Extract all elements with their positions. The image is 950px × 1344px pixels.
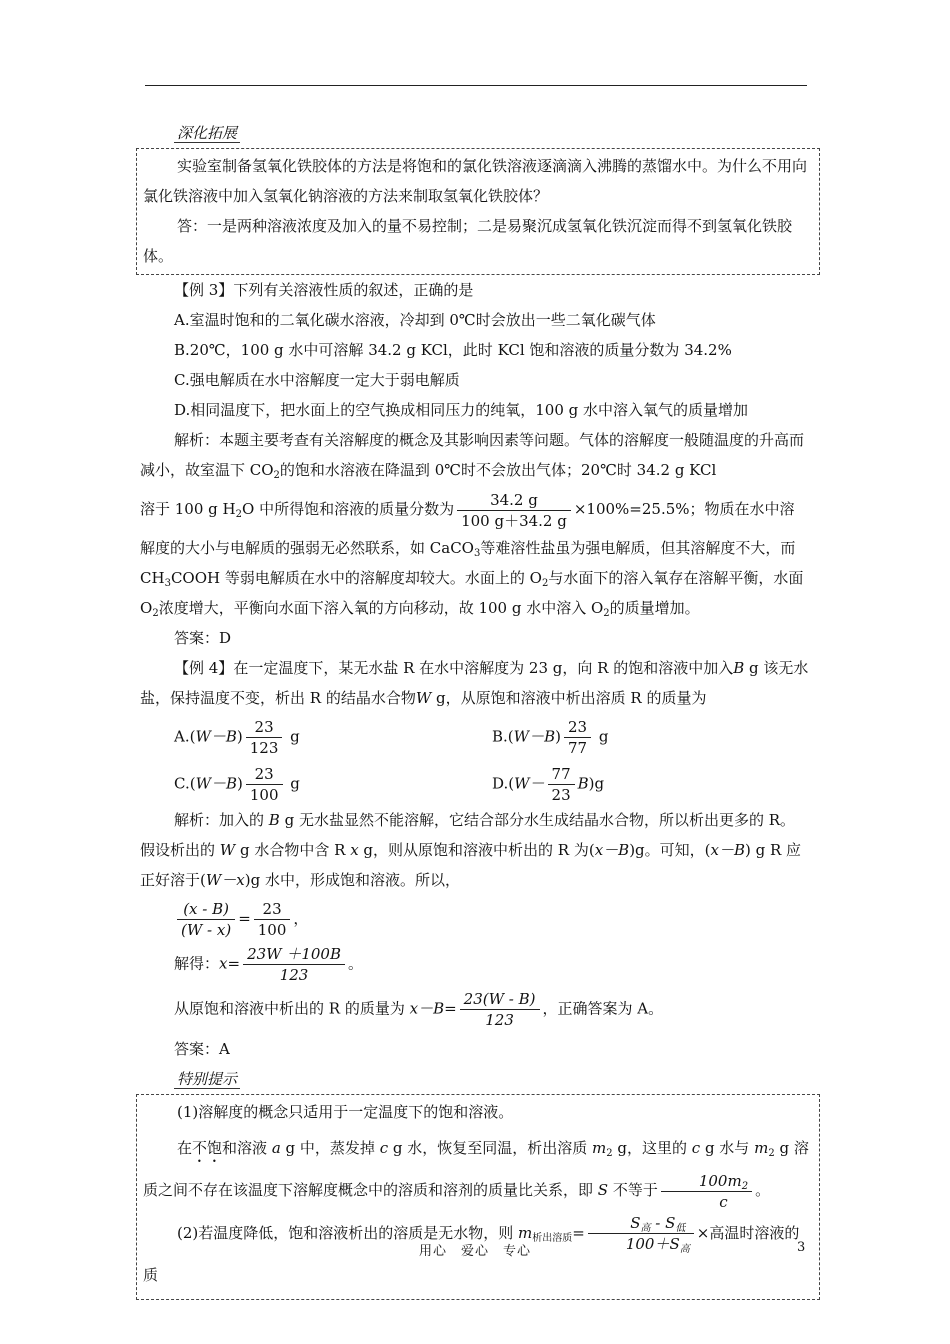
example3-analysis-2	[140, 485, 810, 533]
text-run: S	[630, 1214, 641, 1232]
var-m: m	[754, 1139, 769, 1157]
fraction	[548, 764, 575, 805]
var-w: W	[415, 689, 432, 707]
text-run: 不等于	[608, 1181, 658, 1199]
subscript: 2	[152, 608, 159, 619]
example4-option-a	[174, 717, 492, 758]
fraction-numerator: 77	[548, 764, 575, 785]
subscript: 2	[768, 1148, 775, 1159]
example3-option-c: C.强电解质在水中溶解度一定大于弱电解质	[174, 371, 460, 389]
text-run: 溶于 100 g H	[140, 500, 236, 518]
var-b: B	[268, 811, 280, 829]
text-run: D.(	[492, 774, 515, 793]
text-run: g，则从原饱和溶液中析出的 R 为(	[358, 841, 595, 859]
text-run: ×高温时溶液的质	[143, 1223, 800, 1284]
subscript: 2	[273, 470, 280, 481]
var-b: B	[577, 774, 589, 793]
text-run: A.(	[174, 727, 196, 746]
text-run: g 该无水盐，保持温度不变，析出 R 的结晶水合物	[140, 659, 809, 707]
text-run: COOH 等弱电解质在水中的溶解度却较大。水面上的 O	[170, 569, 542, 587]
fraction-numerator: (x - B)	[177, 899, 235, 920]
unit: g	[285, 774, 300, 793]
fraction-numerator	[588, 1213, 694, 1234]
example3-label: 【例 3】	[174, 281, 234, 299]
var-c: c	[691, 1139, 701, 1157]
text-run: =	[238, 909, 251, 928]
fraction-denominator: 100	[249, 786, 279, 804]
fraction-denominator: 23	[551, 786, 571, 804]
text-run: 的饱和水溶液在降温到 0℃时不会放出气体；20℃时 34.2 g KCl	[279, 461, 717, 479]
example4-answer: 答案：A	[174, 1040, 230, 1058]
text-run: O 中所得饱和溶液的质量分数为	[242, 500, 455, 518]
text-run: =	[444, 999, 457, 1018]
text-run: 的质量增加。	[609, 599, 700, 617]
var-m: m	[518, 1223, 533, 1242]
var-c: c	[379, 1139, 389, 1157]
text-run: )	[555, 727, 561, 746]
fraction-denominator: (W - x)	[181, 921, 232, 939]
tips-box	[136, 1094, 820, 1300]
subscript: 高	[640, 1223, 651, 1234]
fraction-numerator: 23	[564, 717, 591, 738]
unit: g	[285, 727, 300, 746]
deepen-box	[136, 148, 820, 275]
text-run: g 水，恢复至同温，析出溶质	[388, 1139, 593, 1157]
expr: x－B	[594, 841, 630, 859]
fraction	[246, 764, 283, 805]
emphasis-text: 不饱	[192, 1139, 223, 1157]
var-b: B	[733, 659, 745, 677]
example3-question	[140, 275, 810, 305]
expr: x－B	[409, 999, 445, 1018]
var-m: m	[592, 1139, 607, 1157]
page-number: 3	[797, 1240, 806, 1255]
example4-option-d: D.(W－ $\frac{77}{23}$ B)g	[492, 765, 605, 804]
fraction-denominator: 77	[567, 739, 588, 757]
subscript: 析出溶质	[532, 1232, 573, 1244]
subscript: 3	[164, 578, 171, 589]
subscript: 3	[473, 548, 481, 559]
text-run: g 水合物中含 R	[235, 841, 351, 859]
ratio-equation	[140, 899, 810, 940]
fraction-denominator: 100 g＋34.2 g	[461, 511, 567, 530]
text-run: 100m	[698, 1171, 742, 1190]
subscript: 低	[675, 1223, 686, 1234]
text-run: g 中，蒸发掉	[280, 1139, 380, 1157]
example3-option-d: D.相同温度下，把水面上的空气换成相同压力的纯氧，100 g 水中溶入氧气的质量增加	[174, 401, 749, 419]
text-run: 在	[177, 1139, 193, 1157]
text-run: 与水面下的溶入氧存在溶解平衡，水面 O	[140, 569, 804, 617]
fraction	[460, 989, 540, 1030]
fraction	[243, 944, 345, 985]
final-equation	[140, 989, 810, 1030]
fraction-denominator: 100	[257, 921, 287, 939]
fraction	[254, 899, 291, 940]
expr: W－	[514, 774, 545, 793]
text-run: =	[572, 1223, 585, 1242]
fraction-numerator: 23	[254, 899, 291, 920]
fraction	[564, 717, 591, 758]
expr: W－B	[513, 727, 556, 746]
fraction-numerator	[661, 1171, 752, 1192]
text-run: 等难溶性盐虽为强电解质，但其溶解度不大，而 CH	[140, 539, 796, 587]
fraction	[177, 899, 235, 940]
var-x: x	[350, 841, 359, 859]
expr: W－x	[205, 871, 245, 889]
text-run: 解度的大小与电解质的强弱无必然联系，如 CaCO	[140, 539, 474, 557]
text-run: 解得：	[174, 954, 220, 973]
section-title-tips	[140, 1064, 810, 1094]
text-run: 。	[348, 954, 364, 973]
fraction-denominator: 123	[279, 966, 309, 984]
text-run: ×100%=25.5%；物质在水中溶	[573, 500, 795, 518]
tip-1-detail	[143, 1127, 811, 1212]
example3-analysis-3	[140, 533, 810, 623]
text-run: 。	[755, 1181, 771, 1199]
text-run: B.(	[492, 727, 514, 746]
text-run: )	[588, 774, 595, 793]
fraction-denominator: 123	[485, 1011, 514, 1029]
subscript: 高	[679, 1244, 690, 1255]
example4-question	[140, 653, 810, 713]
text-run: ，	[293, 909, 309, 928]
var-x: x	[219, 954, 228, 973]
tip-1: (1)溶解度的概念只适用于一定温度下的饱和溶液。	[177, 1103, 514, 1121]
example3-text: 下列有关溶液性质的叙述，正确的是	[233, 281, 474, 299]
example4-option-c	[174, 764, 492, 805]
subscript: 2	[603, 608, 610, 619]
var-s: S	[597, 1181, 609, 1199]
text-run: 解析：加入的	[174, 811, 269, 829]
expr: x－B	[710, 841, 745, 859]
example4-label: 【例 4】	[174, 659, 234, 677]
subscript: 2	[741, 1180, 749, 1192]
text-run: 浓度增大，平衡向水面下溶入氧的方向移动，故 100 g 水中溶入 O	[158, 599, 604, 617]
example4-options-row2	[140, 764, 810, 805]
example3-option-a: A.室温时饱和的二氧化碳水溶液，冷却到 0℃时会放出一些二氧化碳气体	[174, 311, 656, 329]
example3-option-b: B.20℃，100 g 水中可溶解 34.2 g KCl，此时 KCl 饱和溶液的质量分数为 34.2%	[174, 341, 732, 359]
fraction-numerator: 23	[246, 717, 283, 738]
fraction-numerator: 34.2 g	[457, 490, 571, 511]
subscript: 2	[541, 578, 549, 589]
section-title-text: 深化拓展	[174, 124, 240, 143]
example3-analysis-1	[140, 425, 810, 485]
text-run: 和溶液	[222, 1139, 272, 1157]
text-run: g，这里的	[612, 1139, 692, 1157]
fraction-denominator: 123	[249, 739, 279, 757]
text-run: ，正确答案为 A。	[542, 999, 664, 1018]
fraction-denominator: c	[719, 1192, 728, 1211]
text-run: 从原饱和溶液中析出的 R 的质量为	[174, 999, 410, 1018]
text-run: )g 水中，形成饱和溶液。所以，	[244, 871, 460, 889]
text-run: - S	[650, 1214, 676, 1232]
text-run: g 溶质之间不存在该温度下溶解度概念中的溶质和溶剂的质量比关系，即	[143, 1139, 809, 1199]
deepen-question: 实验室制备氢氧化铁胶体的方法是将饱和的氯化铁溶液逐滴滴入沸腾的蒸馏水中。为什么不用向氯化铁溶液中加入氢氧化钠溶液的方法来制取氢氧化铁胶体？	[143, 157, 808, 205]
example3-answer: 答案：D	[174, 629, 232, 647]
text-run: (2)若温度降低，饱和溶液析出的溶质是无水物，则	[177, 1223, 519, 1242]
text-run: C.(	[174, 774, 196, 793]
example4-options-row1	[140, 717, 810, 758]
text-run: 在一定温度下，某无水盐 R 在水中溶解度为 23 g，向 R 的饱和溶液中加入	[233, 659, 734, 677]
var-a: a	[271, 1139, 281, 1157]
unit: g	[594, 727, 609, 746]
var-w: W	[219, 841, 236, 859]
text-run: g 无水盐显然不能溶解，它结合部分水生成结晶水合物，所以析出更多的 R。假设析出的	[140, 811, 796, 859]
fraction-numerator: 23(W - B)	[460, 989, 540, 1010]
fraction-numerator: 23W ＋100B	[243, 944, 345, 965]
solution-equation	[140, 944, 810, 985]
text-run: 解析：本题主要考查有关溶解度的概念及其影响因素等问题。气体的溶解度一般随温度的升高而减小，故室温下 CO	[140, 431, 805, 479]
text-run: =	[227, 954, 241, 973]
example4-option-b	[492, 717, 810, 758]
footer-slogan: 用心 爱心 专心	[418, 1244, 531, 1259]
text-run: 100＋S	[625, 1235, 680, 1253]
example4-analysis	[140, 805, 810, 895]
expr: W－B	[195, 774, 238, 793]
mass-fraction	[457, 490, 571, 531]
header-rule	[145, 85, 807, 86]
deepen-answer: 答：一是两种溶液浓度及加入的量不易控制；二是易聚沉成氢氧化铁沉淀而得不到氢氧化铁胶体。	[143, 217, 793, 265]
fraction	[661, 1171, 752, 1212]
page-body	[140, 118, 810, 1300]
fraction-numerator: 23	[246, 764, 283, 785]
text-run: ) g R 应正好溶于(	[140, 841, 802, 889]
text-run: g，从原饱和溶液中析出溶质 R 的质量为	[431, 689, 707, 707]
subscript: 2	[606, 1148, 613, 1159]
section-title-deepen	[140, 118, 810, 148]
subscript: 2	[235, 509, 242, 520]
text-run: )	[237, 774, 243, 793]
expr: W－B	[195, 727, 237, 746]
fraction	[246, 717, 283, 758]
text-run: )	[236, 727, 243, 746]
section-title-text: 特别提示	[174, 1070, 240, 1089]
text-run: )g。可知，(	[629, 841, 711, 859]
text-run: g 水与	[700, 1139, 755, 1157]
